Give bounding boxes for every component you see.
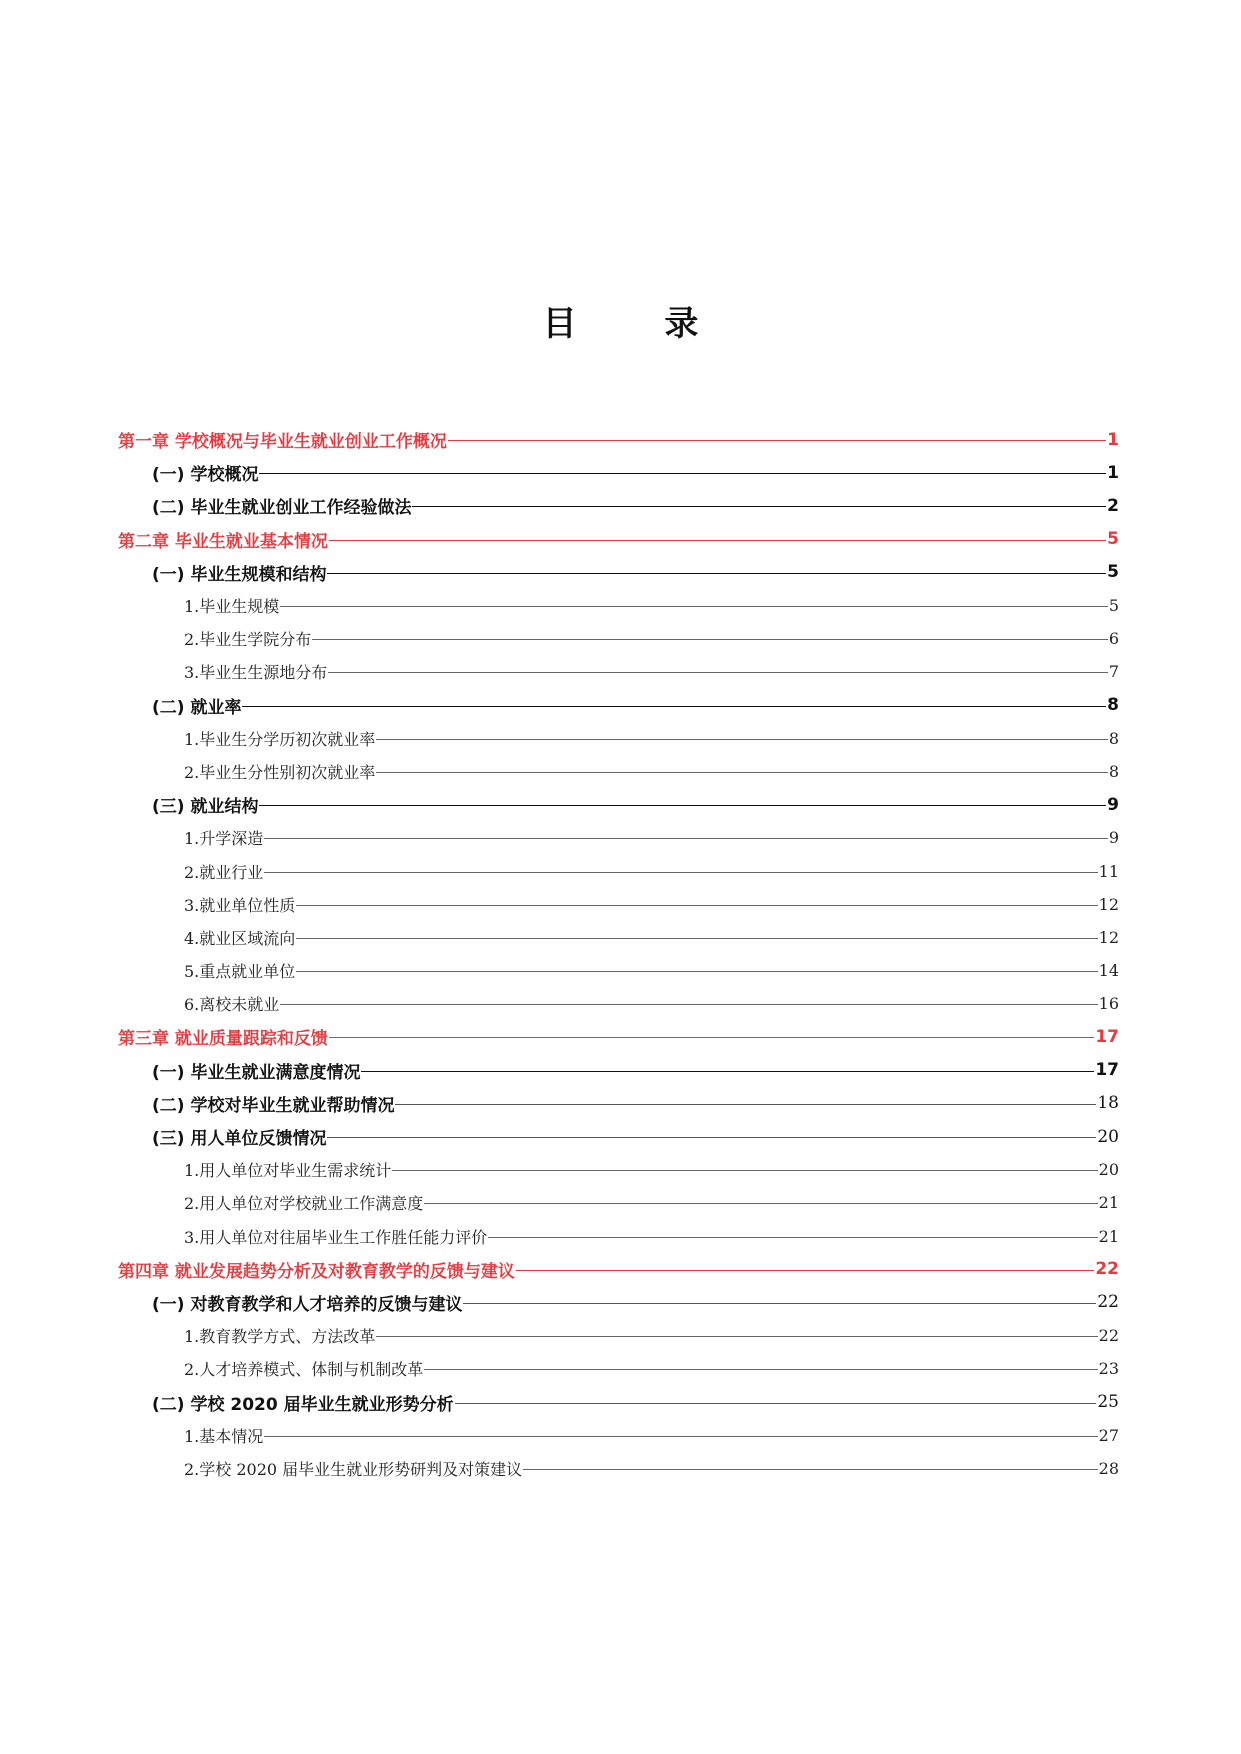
toc-leader-line: [264, 838, 1108, 839]
toc-entry-section-light[interactable]: [118, 1286, 1119, 1319]
toc-entry-section[interactable]: [118, 556, 1119, 589]
toc-page-number: 22: [1097, 1292, 1119, 1313]
toc-page-number: 16: [1098, 994, 1119, 1014]
toc-page-number: 2: [1107, 495, 1119, 516]
toc-leader-line: [259, 805, 1106, 806]
toc-entry-label: 2.毕业生分性别初次就业率: [184, 762, 376, 782]
toc-leader-line: [376, 1336, 1097, 1337]
table-of-contents: [118, 423, 1119, 1485]
toc-page-number: 1: [1107, 462, 1119, 483]
toc-page-number: 5: [1107, 562, 1119, 583]
toc-entry-label: (三) 用人单位反馈情况: [152, 1129, 327, 1150]
toc-page-number: 9: [1108, 828, 1119, 848]
toc-page-number: 28: [1098, 1458, 1119, 1478]
toc-entry-sub[interactable]: [118, 755, 1119, 788]
toc-page-number: 8: [1107, 695, 1119, 716]
toc-entry-label: 2.学校 2020 届毕业生就业形势研判及对策建议: [184, 1459, 523, 1479]
toc-entry-label: 2.用人单位对学校就业工作满意度: [184, 1194, 424, 1214]
toc-entry-sub[interactable]: [118, 1153, 1119, 1186]
toc-entry-sub[interactable]: [118, 622, 1119, 655]
toc-leader-line: [455, 1403, 1097, 1404]
toc-entry-sub[interactable]: [118, 589, 1119, 622]
toc-entry-label: 1.用人单位对毕业生需求统计: [184, 1161, 392, 1181]
toc-page-number: 17: [1095, 1026, 1119, 1047]
toc-page-number: 8: [1108, 761, 1119, 781]
toc-page-number: 23: [1098, 1359, 1119, 1379]
toc-entry-sub[interactable]: [118, 1419, 1119, 1452]
toc-leader-line: [264, 872, 1097, 873]
toc-page-number: 18: [1097, 1093, 1119, 1114]
toc-entry-sub[interactable]: [118, 954, 1119, 987]
toc-leader-line: [242, 706, 1106, 707]
toc-entry-label: 3.用人单位对往届毕业生工作胜任能力评价: [184, 1227, 488, 1247]
toc-entry-label: 2.就业行业: [184, 862, 264, 882]
toc-entry-sub[interactable]: [118, 921, 1119, 954]
toc-entry-label: (二) 学校对毕业生就业帮助情况: [152, 1095, 395, 1116]
toc-page-number: 9: [1107, 794, 1119, 815]
toc-entry-label: 4.就业区域流向: [184, 928, 296, 948]
toc-entry-label: 2.毕业生学院分布: [184, 630, 312, 650]
toc-entry-label: 6.离校未就业: [184, 995, 280, 1015]
toc-entry-label: 2.人才培养模式、体制与机制改革: [184, 1360, 424, 1380]
page-title: 目 录: [542, 304, 737, 344]
toc-entry-label: 3.毕业生生源地分布: [184, 663, 328, 683]
toc-leader-line: [392, 1170, 1097, 1171]
toc-entry-section[interactable]: [118, 1054, 1119, 1087]
toc-entry-label: 1.毕业生分学历初次就业率: [184, 729, 376, 749]
toc-entry-label: (一) 对教育教学和人才培养的反馈与建议: [152, 1294, 463, 1315]
toc-page-number: 12: [1098, 894, 1119, 914]
toc-page-number: 14: [1098, 961, 1119, 981]
toc-entry-sub[interactable]: [118, 1452, 1119, 1485]
toc-entry-sub[interactable]: [118, 854, 1119, 887]
toc-page-number: 12: [1098, 927, 1119, 947]
toc-leader-line: [424, 1203, 1097, 1204]
toc-entry-label: (二) 学校 2020 届毕业生就业形势分析: [152, 1394, 454, 1415]
toc-entry-sub[interactable]: [118, 1186, 1119, 1219]
toc-leader-line: [523, 1469, 1097, 1470]
toc-page-number: 22: [1098, 1326, 1119, 1346]
toc-page-number: 7: [1108, 662, 1119, 682]
toc-entry-sub[interactable]: [118, 888, 1119, 921]
toc-entry-sub[interactable]: [118, 821, 1119, 854]
toc-leader-line: [259, 473, 1106, 474]
toc-entry-section[interactable]: [118, 689, 1119, 722]
toc-entry-label: (一) 毕业生规模和结构: [152, 564, 327, 585]
toc-page-number: 21: [1098, 1193, 1119, 1213]
toc-leader-line: [327, 1137, 1096, 1138]
toc-leader-line: [376, 772, 1108, 773]
toc-entry-label: (三) 就业结构: [152, 797, 259, 818]
toc-entry-sub[interactable]: [118, 1319, 1119, 1352]
toc-entry-label: 第二章 毕业生就业基本情况: [118, 531, 328, 552]
toc-entry-sub[interactable]: [118, 987, 1119, 1020]
toc-page-number: 27: [1098, 1425, 1119, 1445]
toc-entry-section-light[interactable]: [118, 1087, 1119, 1120]
toc-entry-label: 第三章 就业质量跟踪和反馈: [118, 1029, 328, 1050]
toc-entry-chapter[interactable]: [118, 1020, 1119, 1053]
toc-entry-chapter[interactable]: [118, 523, 1119, 556]
toc-page-number: 22: [1095, 1259, 1119, 1280]
toc-entry-label: 3.就业单位性质: [184, 895, 296, 915]
toc-leader-line: [296, 938, 1097, 939]
toc-entry-label: 1.教育教学方式、方法改革: [184, 1327, 376, 1347]
toc-page-number: 25: [1097, 1392, 1119, 1413]
toc-entry-label: 5.重点就业单位: [184, 962, 296, 982]
toc-entry-label: 1.升学深造: [184, 829, 264, 849]
toc-entry-section[interactable]: [118, 489, 1119, 522]
toc-leader-line: [395, 1104, 1096, 1105]
toc-entry-label: 第四章 就业发展趋势分析及对教育教学的反馈与建议: [118, 1261, 515, 1282]
toc-entry-chapter[interactable]: [118, 423, 1119, 456]
toc-page-number: 1: [1107, 429, 1119, 450]
toc-entry-sub[interactable]: [118, 722, 1119, 755]
toc-entry-sub[interactable]: [118, 1352, 1119, 1385]
toc-page-number: 21: [1098, 1226, 1119, 1246]
toc-leader-line: [448, 440, 1106, 441]
toc-entry-section[interactable]: [118, 456, 1119, 489]
toc-entry-sub[interactable]: [118, 1220, 1119, 1253]
toc-leader-line: [296, 971, 1097, 972]
toc-leader-line: [329, 540, 1106, 541]
toc-entry-label: (一) 毕业生就业满意度情况: [152, 1062, 361, 1083]
toc-page-number: 5: [1107, 529, 1119, 550]
toc-page-number: 17: [1095, 1060, 1119, 1081]
toc-entry-label: 1.基本情况: [184, 1426, 264, 1446]
toc-page-number: 11: [1098, 861, 1119, 881]
toc-leader-line: [361, 1071, 1094, 1072]
toc-entry-label: (二) 毕业生就业创业工作经验做法: [152, 498, 412, 519]
toc-leader-line: [376, 739, 1108, 740]
toc-entry-chapter[interactable]: [118, 1253, 1119, 1286]
toc-leader-line: [280, 1004, 1097, 1005]
toc-entry-sub[interactable]: [118, 655, 1119, 688]
toc-leader-line: [424, 1369, 1097, 1370]
toc-leader-line: [296, 905, 1097, 906]
toc-entry-label: (二) 就业率: [152, 697, 242, 718]
toc-entry-section-light[interactable]: [118, 1385, 1119, 1418]
toc-page-number: 6: [1108, 629, 1119, 649]
toc-entry-label: 第一章 学校概况与毕业生就业创业工作概况: [118, 432, 447, 453]
toc-leader-line: [516, 1270, 1094, 1271]
toc-leader-line: [264, 1436, 1097, 1437]
toc-entry-section[interactable]: [118, 788, 1119, 821]
toc-entry-label: (一) 学校概况: [152, 465, 259, 486]
toc-entry-section-light[interactable]: [118, 1120, 1119, 1153]
toc-page-number: 8: [1108, 728, 1119, 748]
toc-page-number: 5: [1108, 596, 1119, 616]
toc-leader-line: [312, 639, 1108, 640]
toc-page-number: 20: [1098, 1160, 1119, 1180]
toc-leader-line: [327, 573, 1106, 574]
toc-leader-line: [412, 506, 1106, 507]
toc-entry-label: 1.毕业生规模: [184, 597, 280, 617]
toc-leader-line: [280, 606, 1108, 607]
toc-page-number: 20: [1097, 1126, 1119, 1147]
toc-leader-line: [463, 1303, 1096, 1304]
toc-leader-line: [488, 1237, 1097, 1238]
toc-leader-line: [328, 672, 1108, 673]
toc-leader-line: [329, 1037, 1094, 1038]
